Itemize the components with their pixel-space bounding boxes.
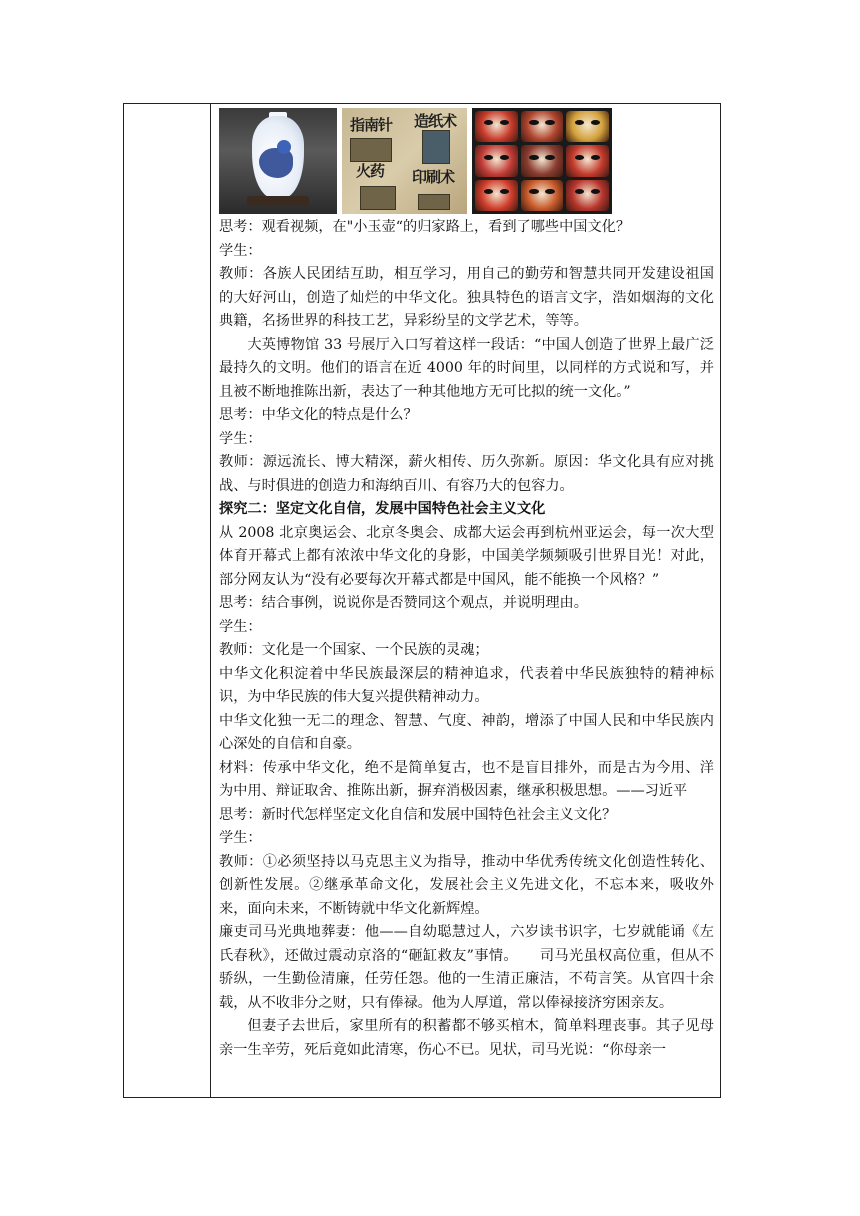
opera-mask [521,145,564,176]
opera-mask [475,145,518,176]
paragraph: 中华文化独一无二的理念、智慧、气度、神韵，增添了中国人民和中华民族内心深处的自信和自豪。 [219,712,714,752]
image-row [219,108,714,214]
paragraph: 学生： [219,242,262,259]
paragraph: 大英博物馆 33 号展厅入口写着这样一段话：“中国人创造了世界上最广泛最持久的文明。他们的语言在近 4000 年的时间里，以同样的方式说和写，并且被不断地推陈出新，表达了一种其他地方无可比拟的统一文化。” [219,336,714,400]
four-inventions-image [342,108,467,214]
paragraph: 思考：观看视频，在"小玉壶“的归家路上，看到了哪些中国文化？ [219,219,631,235]
opera-mask [521,111,564,142]
paragraph: 但妻子去世后，家里所有的积蓄都不够买棺木，简单料理丧事。其子见母亲一生辛劳，死后竟如此清寒，伤心不已。见状，司马光说：“你母亲一 [219,1018,714,1058]
text-body [219,216,714,1062]
porcelain-vase-image [219,108,337,214]
gunpowder-label: 火药 [356,162,385,180]
paragraph: 材料：传承中华文化，绝不是简单复古，也不是盲目排外，而是古为今用、洋为中用、辩证取舍、推陈出新，摒弃消极因素，继承积极思想。——习近平 [219,759,714,799]
opera-mask [475,111,518,142]
paragraph: 教师：①必须坚持以马克思主义为指导，推动中华优秀传统文化创造性转化、创新性发展。②继承革命文化，发展社会主义先进文化，不忘本来，吸收外来，面向未来，不断铸就中华文化新辉煌。 [219,853,714,917]
paragraph: 学生： [219,618,262,635]
opera-mask [475,180,518,211]
lesson-table [123,103,721,1098]
paragraph: 学生： [219,430,262,447]
opera-mask [521,180,564,211]
paragraph: 探究二：坚定文化自信，发展中国特色社会主义文化 [219,501,546,517]
content-cell [219,108,714,1062]
paragraph: 教师：文化是一个国家、一个民族的灵魂； [219,642,489,658]
compass-label: 指南针 [350,116,393,134]
opera-masks-image [472,108,612,214]
paragraph: 中华文化积淀着中华民族最深层的精神追求，代表着中华民族独特的精神标识，为中华民族的伟大复兴提供精神动力。 [219,665,714,705]
paragraph: 思考：中华文化的特点是什么？ [219,407,418,423]
paragraph: 学生： [219,830,262,846]
printing-label: 印刷术 [412,168,455,186]
opera-mask [566,145,609,176]
paragraph: 思考：新时代怎样坚定文化自信和发展中国特色社会主义文化？ [219,806,617,823]
papermaking-label: 造纸术 [414,112,457,130]
paragraph: 教师：各族人民团结互助，相互学习，用自己的勤劳和智慧共同开发建设祖国的大好河山，创造了灿烂的中华文化。独具特色的语言文字，浩如烟海的文化典籍，名扬世界的科技工艺，异彩纷呈的文学艺术，等等。 [219,266,714,329]
column-divider [210,104,211,1097]
paragraph: 思考：结合事例，说说你是否赞同这个观点，并说明理由。 [219,595,588,611]
paragraph: 教师：源远流长、博大精深，薪火相传、历久弥新。原因：华文化具有应对挑战、与时俱进的创造力和海纳百川、有容乃大的包容力。 [219,454,714,494]
opera-mask [566,180,609,211]
opera-mask [566,111,609,142]
paragraph: 廉吏司马光典地葬妻：他——自幼聪慧过人，六岁读书识字，七岁就能诵《左氏春秋》，还做过震动京洛的“砸缸救友”事情。 司马光虽权高位重，但从不骄纵，一生勤俭清廉，任劳任怨。他的一生清正廉洁，不苟言笑。从官四十余载，从不收非分之财，只有俸禄。他为人厚道，常以俸禄接济穷困亲友。 [219,924,714,1011]
paragraph: 从 2008 北京奥运会、北京冬奥会、成都大运会再到杭州亚运会，每一次大型体育开幕式上都有浓浓中华文化的身影，中国美学频频吸引世界目光！对此，部分网友认为“没有必要每次开幕式都是中国风，能不能换一个风格？” [219,524,714,588]
